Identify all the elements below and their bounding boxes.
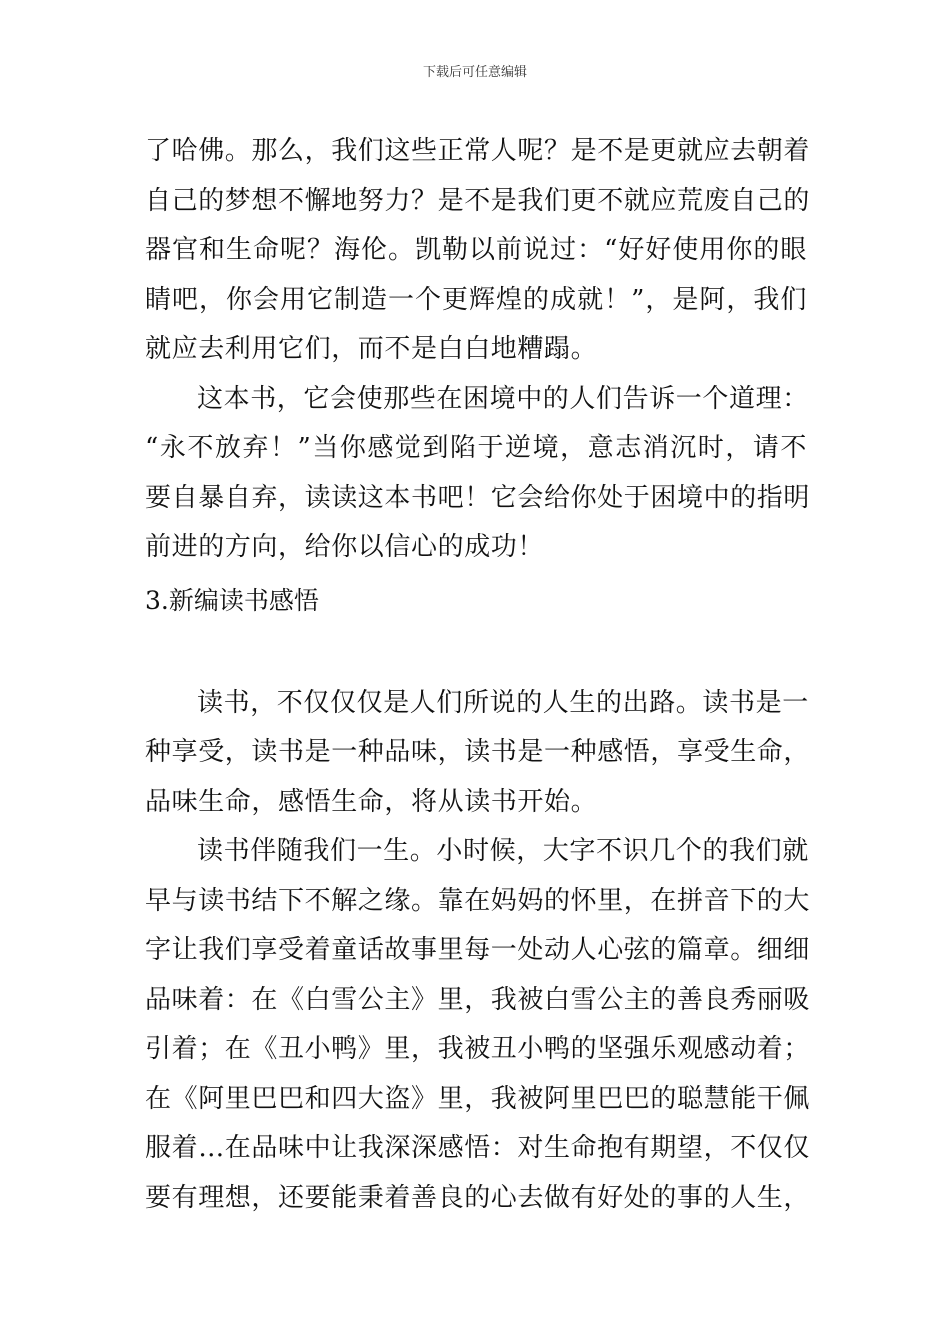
text-line: 早与读书结下不解之缘。靠在妈妈的怀里，在拼音下的大 <box>145 885 811 916</box>
text-line: 读书，不仅仅仅是人们所说的人生的出路。读书是一 <box>197 687 809 718</box>
text-line: 引着；在《丑小鸭》里，我被丑小鸭的坚强乐观感动着； <box>145 1034 811 1064</box>
text-line: 要有理想，还要能秉着善良的心去做有好处的事的人生， <box>145 1182 811 1213</box>
text-line: 自己的梦想不懈地努力？是不是我们更不就应荒废自己的 <box>145 185 811 216</box>
text-line: 要自暴自弃，读读这本书吧！它会给你处于困境中的指明 <box>145 482 811 513</box>
section-heading: 3.新编读书感悟 <box>145 585 319 615</box>
text-line: 种享受，读书是一种品味，读书是一种感悟，享受生命， <box>145 737 811 767</box>
text-line: 睛吧，你会用它制造一个更辉煌的成就！”，是阿，我们 <box>145 284 807 315</box>
text-line: 前进的方向，给你以信心的成功！ <box>145 532 545 562</box>
text-line: 器官和生命呢？海伦。凯勒以前说过：“好好使用你的眼 <box>145 235 807 265</box>
text-line: 这本书，它会使那些在困境中的人们告诉一个道理： <box>197 383 809 414</box>
document-body <box>145 127 811 1223</box>
text-line: 字让我们享受着童话故事里每一处动人心弦的篇章。细细 <box>145 935 811 965</box>
text-line: 就应去利用它们，而不是白白地糟蹋。 <box>145 334 598 364</box>
paragraph-2 <box>145 375 811 573</box>
text-line: 读书伴随我们一生。小时候，大字不识几个的我们就 <box>197 836 809 866</box>
text-line: 品味着：在《白雪公主》里，我被白雪公主的善良秀丽吸 <box>145 984 811 1015</box>
text-line: 了哈佛。那么，我们这些正常人呢？是不是更就应去朝着 <box>145 136 811 166</box>
blank-line <box>145 629 807 679</box>
paragraph-4 <box>145 827 811 1223</box>
text-line: “永不放弃！”当你感觉到陷于逆境，意志消沉时，请不 <box>145 433 807 463</box>
text-line: 品味生命，感悟生命，将从读书开始。 <box>145 786 598 817</box>
paragraph-1 <box>145 127 811 375</box>
text-line: 服着…在品味中让我深深感悟：对生命抱有期望，不仅仅 <box>145 1133 811 1163</box>
paragraph-3 <box>145 679 811 828</box>
text-line: 在《阿里巴巴和四大盗》里，我被阿里巴巴的聪慧能干佩 <box>145 1083 811 1114</box>
page-header: 下载后可任意编辑 <box>422 65 527 80</box>
